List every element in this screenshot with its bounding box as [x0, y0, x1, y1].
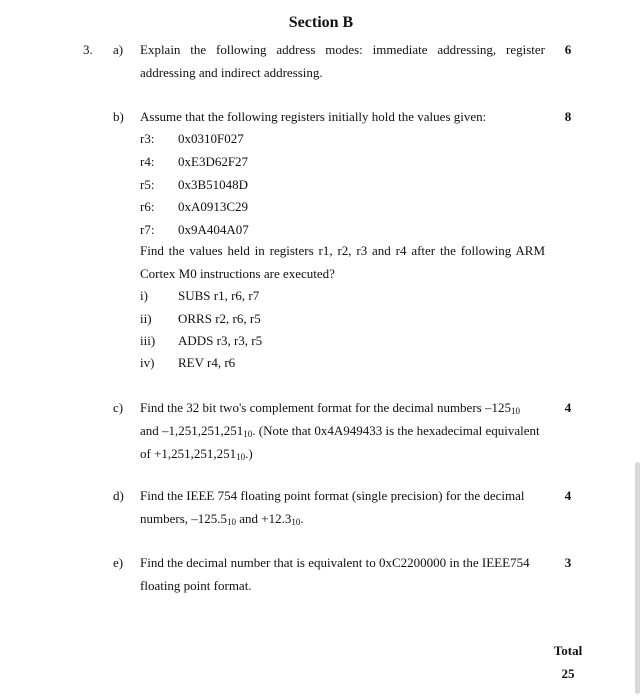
instruction-text: ORRS r2, r6, r5 — [178, 311, 261, 326]
part-e-marks: 3 — [564, 555, 572, 570]
part-a-text: Explain the following address modes: immediate addressing, register addressing and indirect addressing. — [140, 42, 545, 80]
instruction-text: ADDS r3, r3, r5 — [178, 333, 263, 348]
instruction-number: ii) — [140, 311, 152, 326]
register-name: r5: — [140, 177, 155, 192]
instruction-text: SUBS r1, r6, r7 — [178, 288, 260, 303]
question-number: 3. — [83, 42, 93, 57]
part-e-label: e) — [113, 555, 124, 570]
section-title: Section B — [288, 14, 354, 31]
part-a-label: a) — [113, 42, 124, 57]
register-value: 0x0310F027 — [178, 131, 244, 146]
part-b-label: b) — [113, 109, 124, 124]
register-value: 0x3B51048D — [178, 177, 249, 192]
register-name: r3: — [140, 131, 155, 146]
instruction-number: iv) — [140, 355, 155, 370]
part-d-marks: 4 — [564, 488, 572, 503]
part-c-text: Find the 32 bit two's complement format for the decimal numbers $-125_{10}$ and $-1,251,251,251_{10}$. (Note that 0x4A949433 is the hexadecimal equivalent of $+1,251,251,251_{10}$.) — [140, 400, 540, 462]
instruction-number: iii) — [140, 333, 156, 348]
register-name: r7: — [140, 222, 155, 237]
total-value: 25 — [561, 666, 575, 681]
register-value: 0x9A404A07 — [178, 222, 249, 237]
part-c-label: c) — [113, 400, 124, 415]
part-b-question: Find the values held in registers r1, r2, r3 and r4 after the following ARM Cortex M0 instructions are executed? — [140, 243, 545, 281]
part-e-text: Find the decimal number that is equivalent to 0xC2200000 in the IEEE754 floating point format. — [140, 555, 530, 593]
register-value: 0xE3D62F27 — [178, 154, 249, 169]
register-name: r4: — [140, 154, 155, 169]
part-b-intro: Assume that the following registers initially hold the values given: — [140, 109, 487, 124]
instruction-number: i) — [140, 288, 148, 303]
part-d-text: Find the IEEE 754 floating point format (single precision) for the decimal numbers, $-125.5_{10}$ and $+12.3_{10}$. — [140, 488, 525, 527]
part-c-marks: 4 — [564, 400, 572, 415]
total-label: Total — [553, 643, 583, 658]
instruction-text: REV r4, r6 — [178, 355, 236, 370]
part-d-label: d) — [113, 488, 124, 503]
vertical-scrollbar[interactable] — [635, 462, 640, 694]
register-name: r6: — [140, 199, 155, 214]
part-a-marks: 6 — [564, 42, 572, 57]
register-value: 0xA0913C29 — [178, 199, 249, 214]
part-b-marks: 8 — [564, 109, 572, 124]
